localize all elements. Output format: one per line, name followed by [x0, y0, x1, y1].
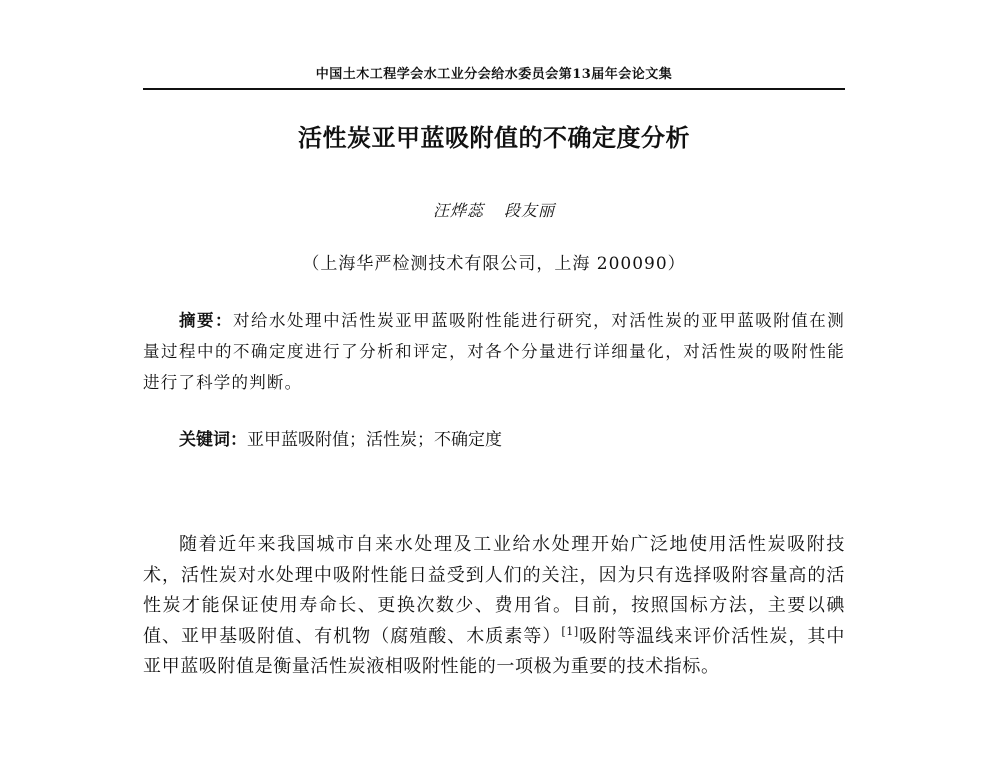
keywords-text: 亚甲蓝吸附值；活性炭；不确定度 [247, 430, 502, 450]
header-rule [143, 88, 845, 90]
running-header: 中国土木工程学会水工业分会给水委员会第13届年会论文集 [315, 67, 673, 82]
author-name: 汪烨蕊 [432, 201, 484, 220]
affiliation: （上海华严检测技术有限公司，上海 200090） [302, 254, 686, 274]
abstract-label: 摘要： [179, 311, 234, 330]
paper-title: 活性炭亚甲蓝吸附值的不确定度分析 [298, 124, 690, 152]
keywords-label: 关键词： [179, 430, 247, 450]
citation-marker: [1] [561, 624, 579, 638]
keywords [179, 426, 845, 454]
body-text-part-1: 随着近年来我国城市自来水处理及工业给水处理开始广泛地使用活性炭吸附技术，活性炭对水处理中吸附性能日益受到人们的关注，因为只有选择吸附容量高的活性炭才能保证使用寿命长、更换次数少、费用省。目前，按照国标方法，主要以碘值、亚甲基吸附值、有机物（腐殖酸、木质素等） [143, 534, 845, 647]
author-list [143, 200, 845, 222]
abstract [143, 305, 845, 398]
author-name: 段友丽 [504, 201, 556, 220]
body-paragraph [143, 530, 845, 683]
body-text-part-2: 吸附等温线来评价活性炭，其中亚甲蓝吸附值是衡量活性炭液相吸附性能的一项极为重要的技术指标。 [143, 625, 845, 677]
abstract-text: 对给水处理中活性炭亚甲蓝吸附性能进行研究，对活性炭的亚甲蓝吸附值在测量过程中的不确定度进行了分析和评定，对各个分量进行详细量化，对活性炭的吸附性能进行了科学的判断。 [143, 311, 845, 392]
